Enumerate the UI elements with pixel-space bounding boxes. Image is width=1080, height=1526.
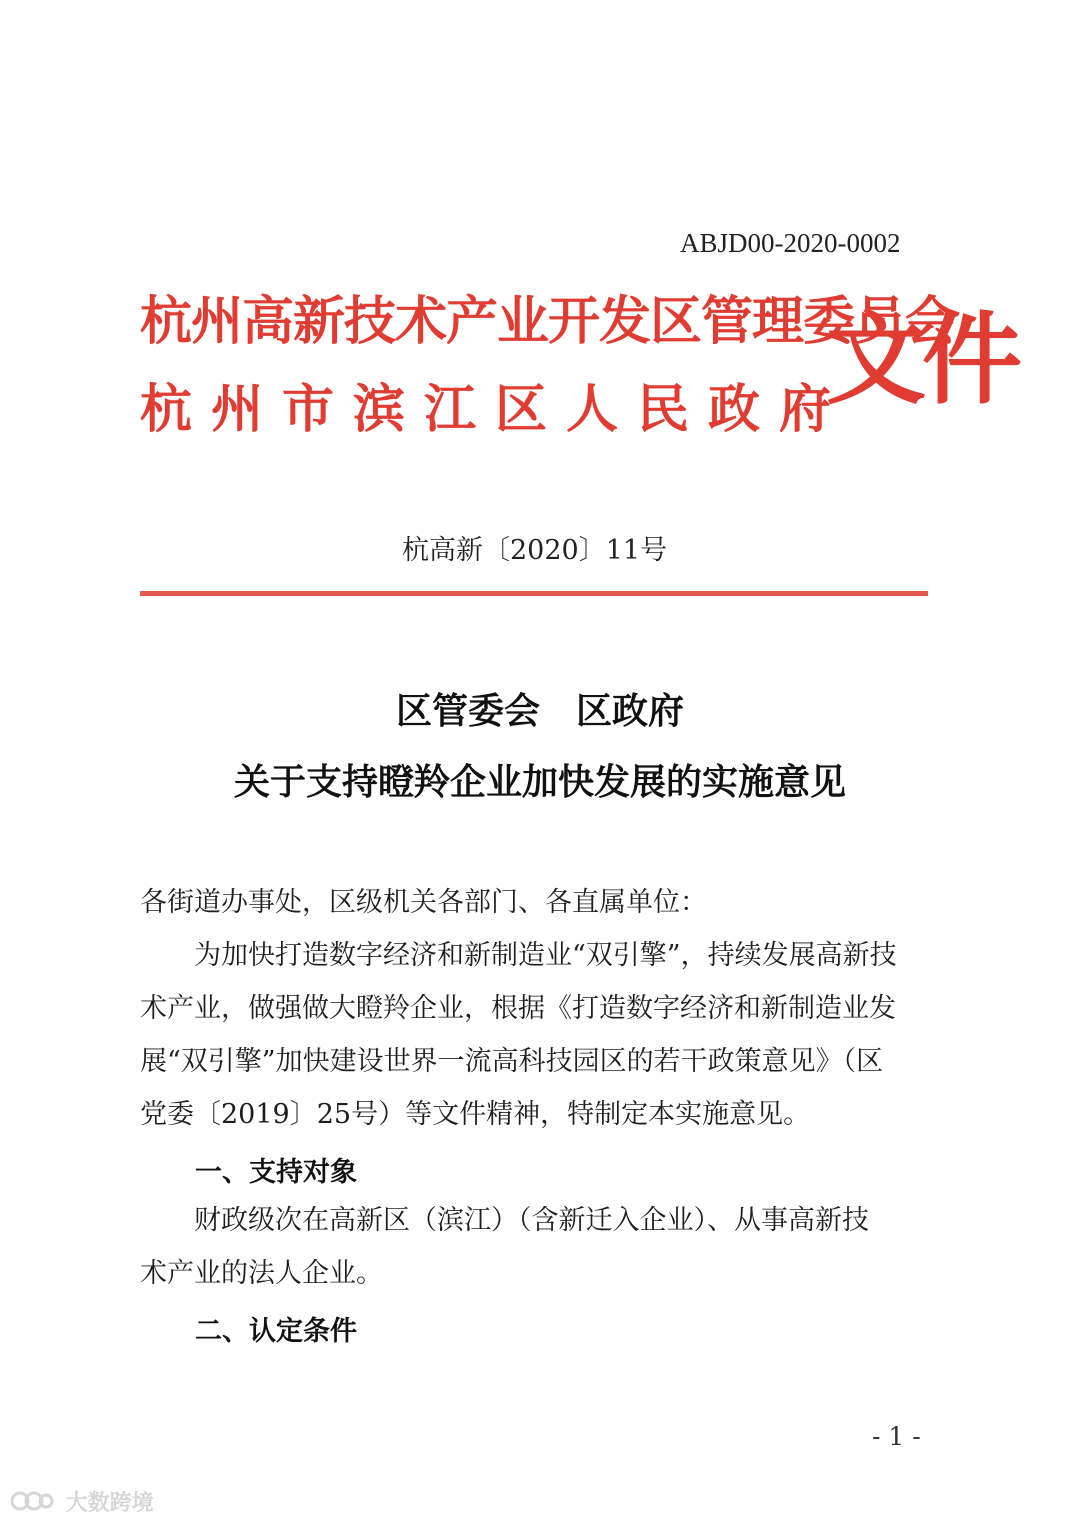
issuing-org-line-2: 杭州市滨江区人民政府 bbox=[140, 379, 851, 440]
issuing-org-line-1: 杭州高新技术产业开发区管理委员会 bbox=[140, 291, 957, 352]
section-1-line: 财政级次在高新区（滨江）（含新迁入企业）、从事高新技 bbox=[140, 1205, 869, 1236]
intro-line: 术产业，做强做大瞪羚企业，根据《打造数字经济和新制造业发 bbox=[140, 993, 896, 1024]
document-number: 杭高新〔2020〕11号 bbox=[402, 535, 668, 566]
logo-icon bbox=[10, 1489, 54, 1519]
addressee: 各街道办事处，区级机关各部门、各直属单位： bbox=[140, 887, 707, 918]
title-line-2: 关于支持瞪羚企业加快发展的实施意见 bbox=[233, 761, 846, 803]
page-number: - 1 - bbox=[872, 1422, 921, 1451]
watermark-text: 大数跨境 bbox=[65, 1491, 154, 1516]
section-1-heading: 一、支持对象 bbox=[195, 1157, 357, 1188]
title-line-1: 区管委会 区政府 bbox=[395, 690, 684, 732]
section-2-heading: 二、认定条件 bbox=[195, 1316, 357, 1347]
section-1-line: 术产业的法人企业。 bbox=[140, 1258, 383, 1289]
intro-line: 展“双引擎”加快建设世界一流高科技园区的若干政策意见》（区 bbox=[140, 1046, 884, 1077]
document-type-label: 文件 bbox=[826, 300, 1018, 418]
intro-line: 党委〔2019〕25号）等文件精神，特制定本实施意见。 bbox=[140, 1099, 811, 1130]
intro-line: 为加快打造数字经济和新制造业“双引擎”，持续发展高新技 bbox=[140, 940, 897, 971]
document-code: ABJD00-2020-0002 bbox=[680, 228, 901, 258]
red-divider-line bbox=[140, 591, 928, 596]
watermark bbox=[10, 1486, 154, 1519]
